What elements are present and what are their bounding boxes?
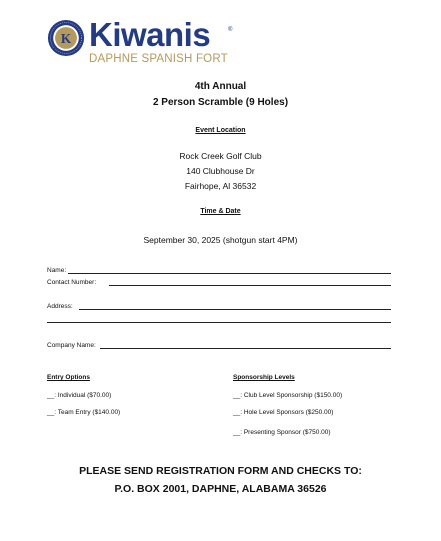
venue-name: Rock Creek Golf Club	[179, 151, 262, 161]
name-line[interactable]	[68, 273, 391, 274]
kiwanis-seal-icon	[47, 19, 85, 57]
name-label: Name:	[47, 267, 67, 274]
mail-instructions: PLEASE SEND REGISTRATION FORM AND CHECKS TO:	[79, 465, 362, 477]
address-line-1[interactable]	[79, 309, 391, 310]
time-date-heading: Time & Date	[200, 208, 241, 215]
entry-option-team[interactable]: __: Team Entry ($140.00)	[47, 409, 121, 416]
entry-option-individual[interactable]: __: Individual ($70.00)	[47, 392, 112, 399]
entry-options-heading: Entry Options	[47, 374, 90, 381]
mailing-address: P.O. BOX 2001, DAPHNE, ALABAMA 36526	[114, 483, 327, 495]
company-line[interactable]	[100, 348, 391, 349]
company-label: Company Name:	[47, 342, 96, 349]
address-line-2[interactable]	[47, 322, 391, 323]
sponsor-option-hole[interactable]: __: Hole Level Sponsors ($250.00)	[233, 409, 334, 416]
location-heading: Event Location	[195, 127, 246, 134]
sponsor-option-club[interactable]: __: Club Level Sponsorship ($150.00)	[233, 392, 343, 399]
contact-label: Contact Number:	[47, 279, 97, 286]
svg-text:K: K	[60, 30, 72, 46]
registered-mark: ®	[228, 27, 233, 33]
venue-city: Fairhope, Al 36532	[184, 181, 257, 191]
sponsor-option-presenting[interactable]: __: Presenting Sponsor ($750.00)	[233, 429, 331, 436]
brand-name: Kiwanis	[89, 16, 211, 53]
venue-street: 140 Clubhouse Dr	[186, 166, 255, 176]
event-title: 2 Person Scramble (9 Holes)	[152, 97, 289, 108]
event-annual: 4th Annual	[194, 81, 247, 92]
event-date-time: September 30, 2025 (shotgun start 4PM)	[143, 235, 298, 245]
sponsorship-heading: Sponsorship Levels	[233, 374, 295, 381]
address-label: Address:	[47, 303, 73, 310]
contact-line[interactable]	[109, 285, 391, 286]
club-name: DAPHNE SPANISH FORT	[89, 53, 228, 65]
